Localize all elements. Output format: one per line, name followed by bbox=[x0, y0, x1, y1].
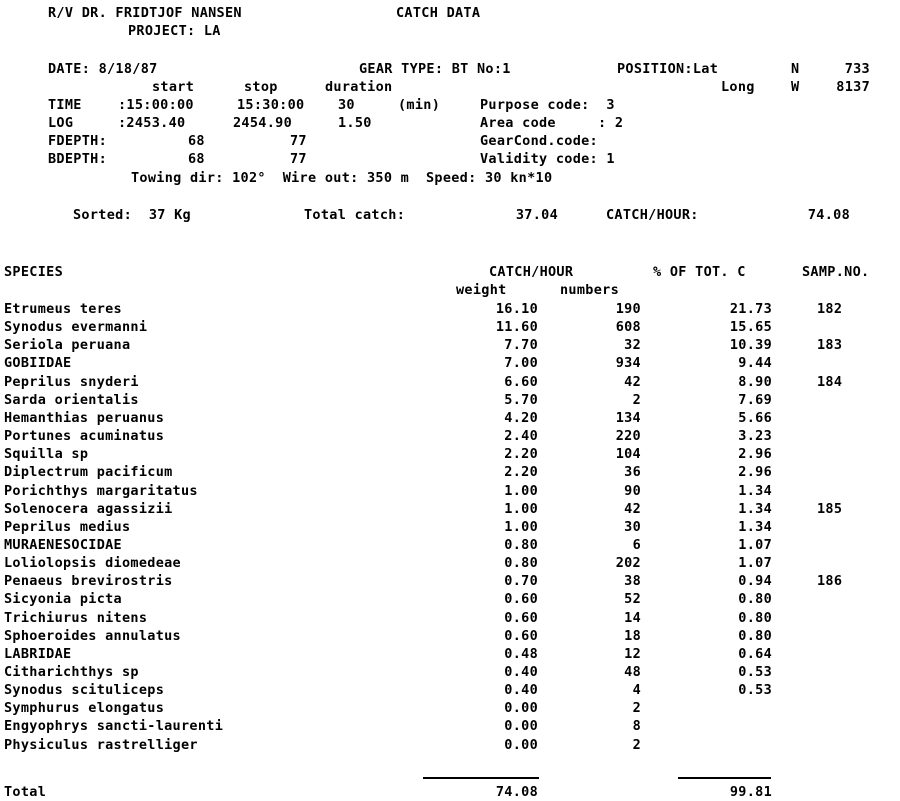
log-start: :2453.40 bbox=[118, 115, 186, 131]
numbers-value: 4 bbox=[632, 682, 641, 698]
weight-value: 6.60 bbox=[504, 374, 538, 390]
numbers-value: 48 bbox=[624, 664, 641, 680]
towing-info: Towing dir: 102° Wire out: 350 m Speed: 30 kn*10 bbox=[131, 170, 553, 186]
percent-total-header: % OF TOT. C bbox=[653, 264, 746, 280]
col-duration-header: duration bbox=[325, 79, 393, 95]
fdepth-label: FDEPTH: bbox=[48, 133, 107, 149]
log-label: LOG bbox=[48, 115, 74, 131]
species-name: LABRIDAE bbox=[4, 646, 72, 662]
numbers-value: 608 bbox=[615, 319, 641, 335]
species-name: Squilla sp bbox=[4, 446, 89, 462]
percent-value: 0.80 bbox=[738, 591, 772, 607]
sample-number: 184 bbox=[817, 374, 843, 390]
area-code: Area code : 2 bbox=[480, 115, 624, 131]
weight-value: 1.00 bbox=[504, 519, 538, 535]
weight-value: 1.00 bbox=[504, 483, 538, 499]
time-duration: 30 bbox=[338, 97, 355, 113]
species-name: Solenocera agassizii bbox=[4, 501, 173, 517]
numbers-subheader: numbers bbox=[560, 282, 619, 298]
numbers-value: 934 bbox=[615, 355, 641, 371]
weight-value: 16.10 bbox=[495, 301, 538, 317]
numbers-value: 42 bbox=[624, 501, 641, 517]
percent-value: 0.53 bbox=[738, 664, 772, 680]
sample-number: 186 bbox=[817, 573, 843, 589]
species-name: Peprilus medius bbox=[4, 519, 131, 535]
numbers-value: 36 bbox=[624, 464, 641, 480]
percent-value: 15.65 bbox=[729, 319, 772, 335]
weight-value: 7.70 bbox=[504, 337, 538, 353]
total-weight: 74.08 bbox=[495, 784, 538, 800]
purpose-code: Purpose code: 3 bbox=[480, 97, 615, 113]
species-name: Portunes acuminatus bbox=[4, 428, 165, 444]
percent-total-rule bbox=[678, 777, 771, 779]
species-name: Physiculus rastrelliger bbox=[4, 737, 198, 753]
species-name: Seriola peruana bbox=[4, 337, 131, 353]
species-name: Symphurus elongatus bbox=[4, 700, 165, 716]
log-duration: 1.50 bbox=[338, 115, 372, 131]
numbers-value: 12 bbox=[624, 646, 641, 662]
percent-value: 2.96 bbox=[738, 446, 772, 462]
percent-value: 1.34 bbox=[738, 501, 772, 517]
numbers-value: 42 bbox=[624, 374, 641, 390]
percent-value: 1.34 bbox=[738, 483, 772, 499]
numbers-value: 2 bbox=[632, 700, 641, 716]
percent-value: 21.73 bbox=[729, 301, 772, 317]
sample-number: 182 bbox=[817, 301, 843, 317]
weight-value: 0.80 bbox=[504, 537, 538, 553]
weight-value: 0.00 bbox=[504, 700, 538, 716]
numbers-value: 38 bbox=[624, 573, 641, 589]
species-name: Trichiurus nitens bbox=[4, 610, 148, 626]
sample-number: 183 bbox=[817, 337, 843, 353]
time-start: :15:00:00 bbox=[118, 97, 194, 113]
numbers-value: 190 bbox=[615, 301, 641, 317]
sample-number-header: SAMP.NO. bbox=[802, 264, 870, 280]
weight-value: 0.80 bbox=[504, 555, 538, 571]
document-title: CATCH DATA bbox=[396, 5, 481, 21]
species-name: Etrumeus teres bbox=[4, 301, 122, 317]
position-label: POSITION:Lat bbox=[617, 61, 719, 77]
numbers-value: 8 bbox=[632, 718, 641, 734]
gearcond-code: GearCond.code: bbox=[480, 133, 598, 149]
time-unit: (min) bbox=[398, 97, 441, 113]
species-name: Diplectrum pacificum bbox=[4, 464, 173, 480]
bdepth-label: BDEPTH: bbox=[48, 151, 107, 167]
weight-value: 0.00 bbox=[504, 718, 538, 734]
weight-total-rule bbox=[423, 777, 539, 779]
weight-value: 0.40 bbox=[504, 664, 538, 680]
weight-value: 0.00 bbox=[504, 737, 538, 753]
weight-value: 5.70 bbox=[504, 392, 538, 408]
total-catch-label: Total catch: bbox=[304, 207, 406, 223]
numbers-value: 30 bbox=[624, 519, 641, 535]
numbers-value: 202 bbox=[615, 555, 641, 571]
species-name: Synodus scituliceps bbox=[4, 682, 165, 698]
weight-value: 2.40 bbox=[504, 428, 538, 444]
species-name: Penaeus brevirostris bbox=[4, 573, 173, 589]
catch-hour-header: CATCH/HOUR bbox=[489, 264, 574, 280]
weight-value: 11.60 bbox=[495, 319, 538, 335]
longitude-value: 8137 bbox=[836, 79, 870, 95]
percent-value: 1.07 bbox=[738, 537, 772, 553]
catch-hour-label: CATCH/HOUR: bbox=[606, 207, 699, 223]
species-name: MURAENESOCIDAE bbox=[4, 537, 122, 553]
weight-value: 2.20 bbox=[504, 464, 538, 480]
bdepth-stop: 77 bbox=[290, 151, 307, 167]
weight-value: 0.60 bbox=[504, 610, 538, 626]
species-name: GOBIIDAE bbox=[4, 355, 72, 371]
percent-value: 9.44 bbox=[738, 355, 772, 371]
percent-value: 0.80 bbox=[738, 610, 772, 626]
numbers-value: 14 bbox=[624, 610, 641, 626]
numbers-value: 134 bbox=[615, 410, 641, 426]
vessel-name: R/V DR. FRIDTJOF NANSEN bbox=[48, 5, 242, 21]
longitude-hemisphere: W bbox=[791, 79, 800, 95]
latitude-hemisphere: N bbox=[791, 61, 800, 77]
time-label: TIME bbox=[48, 97, 82, 113]
percent-value: 1.34 bbox=[738, 519, 772, 535]
total-percent: 99.81 bbox=[729, 784, 772, 800]
weight-value: 0.48 bbox=[504, 646, 538, 662]
percent-value: 10.39 bbox=[729, 337, 772, 353]
weight-value: 1.00 bbox=[504, 501, 538, 517]
species-name: Citharichthys sp bbox=[4, 664, 139, 680]
species-name: Sphoeroides annulatus bbox=[4, 628, 181, 644]
weight-value: 4.20 bbox=[504, 410, 538, 426]
percent-value: 2.96 bbox=[738, 464, 772, 480]
percent-value: 7.69 bbox=[738, 392, 772, 408]
longitude-label: Long bbox=[721, 79, 755, 95]
percent-value: 0.64 bbox=[738, 646, 772, 662]
species-name: Hemanthias peruanus bbox=[4, 410, 165, 426]
species-name: Sicyonia picta bbox=[4, 591, 122, 607]
numbers-value: 220 bbox=[615, 428, 641, 444]
percent-value: 0.80 bbox=[738, 628, 772, 644]
col-stop-header: stop bbox=[244, 79, 278, 95]
col-start-header: start bbox=[152, 79, 195, 95]
fdepth-stop: 77 bbox=[290, 133, 307, 149]
species-name: Sarda orientalis bbox=[4, 392, 139, 408]
numbers-value: 2 bbox=[632, 392, 641, 408]
percent-value: 0.94 bbox=[738, 573, 772, 589]
species-name: Porichthys margaritatus bbox=[4, 483, 198, 499]
date-field: DATE: 8/18/87 bbox=[48, 61, 158, 77]
percent-value: 5.66 bbox=[738, 410, 772, 426]
weight-value: 0.40 bbox=[504, 682, 538, 698]
species-name: Peprilus snyderi bbox=[4, 374, 139, 390]
percent-value: 8.90 bbox=[738, 374, 772, 390]
weight-value: 7.00 bbox=[504, 355, 538, 371]
sample-number: 185 bbox=[817, 501, 843, 517]
catch-hour-value: 74.08 bbox=[807, 207, 850, 223]
numbers-value: 6 bbox=[632, 537, 641, 553]
numbers-value: 52 bbox=[624, 591, 641, 607]
weight-subheader: weight bbox=[456, 282, 507, 298]
percent-value: 3.23 bbox=[738, 428, 772, 444]
latitude-value: 733 bbox=[844, 61, 870, 77]
percent-value: 0.53 bbox=[738, 682, 772, 698]
species-header: SPECIES bbox=[4, 264, 63, 280]
weight-value: 0.70 bbox=[504, 573, 538, 589]
time-stop: 15:30:00 bbox=[237, 97, 305, 113]
bdepth-start: 68 bbox=[188, 151, 205, 167]
project-label: PROJECT: LA bbox=[128, 23, 221, 39]
numbers-value: 2 bbox=[632, 737, 641, 753]
total-label: Total bbox=[4, 784, 47, 800]
total-catch-value: 37.04 bbox=[515, 207, 558, 223]
species-name: Engyophrys sancti-laurenti bbox=[4, 718, 224, 734]
validity-code: Validity code: 1 bbox=[480, 151, 615, 167]
fdepth-start: 68 bbox=[188, 133, 205, 149]
numbers-value: 18 bbox=[624, 628, 641, 644]
weight-value: 0.60 bbox=[504, 628, 538, 644]
weight-value: 2.20 bbox=[504, 446, 538, 462]
species-name: Synodus evermanni bbox=[4, 319, 148, 335]
gear-type-field: GEAR TYPE: BT No:1 bbox=[359, 61, 511, 77]
numbers-value: 90 bbox=[624, 483, 641, 499]
weight-value: 0.60 bbox=[504, 591, 538, 607]
numbers-value: 32 bbox=[624, 337, 641, 353]
species-name: Loliolopsis diomedeae bbox=[4, 555, 181, 571]
sorted-weight: Sorted: 37 Kg bbox=[73, 207, 191, 223]
numbers-value: 104 bbox=[615, 446, 641, 462]
percent-value: 1.07 bbox=[738, 555, 772, 571]
log-stop: 2454.90 bbox=[233, 115, 292, 131]
